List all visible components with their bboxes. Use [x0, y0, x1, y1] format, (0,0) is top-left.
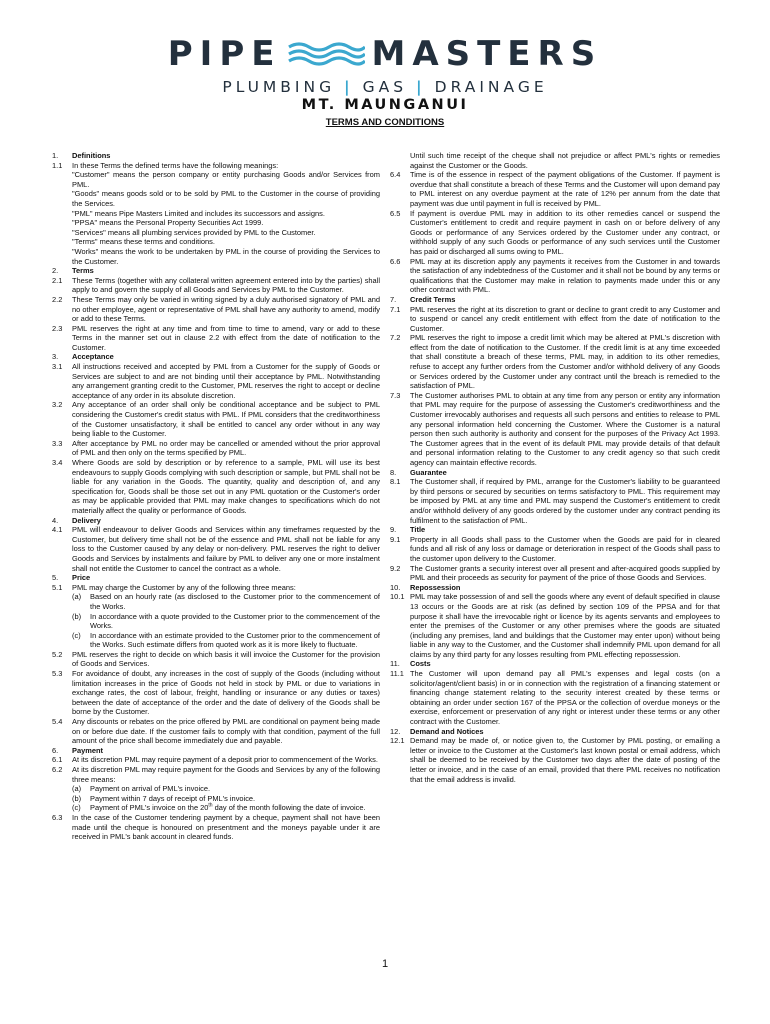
clause-text: PML reserves the right at its discretion to grant or decline to grant credit to any Customer and to suspend or cancel any credit entitlement with effect from the date of notification to the Customer.: [410, 304, 720, 333]
sub-clause-letter: (b): [72, 793, 82, 803]
clause-text: PML may take possession of and sell the goods where any event of default specified in clause 13 occurs or the Goods are at risk (as defined by section 109 of the PPSA and for that purpose it shall have the irrevocable right or licence by its agents servants and employees to enter the premises of the Customer or any other premises where the goods are situated (including any premises, land and buildings that the Customer may enter upon) without being liable in any way to the Customer, and the Customer shall indemnify PML upon demand for all claims by any third party for any losses resulting from PML effecting repossession.: [410, 592, 720, 659]
clause: [390, 564, 720, 583]
clause: [390, 592, 720, 659]
sub-clause: [52, 803, 380, 813]
section-heading: [52, 352, 380, 362]
clause-text: In the case of the Customer tendering payment by a cheque, payment shall not have been made until the cheque is honoured on presentment and the moneys payable under it are received in PML's bank account in cleared funds.: [72, 812, 380, 842]
sub-clause-text-end: day of the month following the date of invoice.: [212, 803, 366, 813]
sub-clause: [52, 784, 380, 794]
clause: [390, 257, 720, 295]
clause-text: The Customer authorises PML to obtain at any time from any person or entity any information that PML may require for the purpose of assessing the Customer's creditworthiness and the Customer irrevocably authorises and requests all such persons and entities to release to PML any personal information held concerning the Customer. Where the Customer is a natural person then such authority is authority and consent for the purposes of the Privacy Act 1993. The Customer agrees that in the event of its default PML may provide details of that default and personal information relating to the Customer to any credit agency so that such credit agency can maintain effective records.: [410, 390, 720, 467]
clause-number: 2.2: [52, 294, 63, 304]
sub-clause-letter: (a): [72, 784, 82, 794]
clause-text: Demand may be made of, or notice given to, the Customer by PML posting, or emailing a letter or invoice to the Customer at the Customer's last known postal or email address, which shall be deemed to be received by the Customer two days after the date of posting of the letter or invoice, and in the case of an email, provided that there PML receives no notification that the email address is invalid.: [410, 736, 720, 784]
sub-clause-text: Payment within 7 days of receipt of PML's invoice.: [90, 793, 256, 803]
clause-number: 9.1: [390, 534, 401, 544]
clause-text: PML reserves the right to decide on which basis it will invoice the Customer for the provision of Goods and Services.: [72, 649, 380, 669]
section-title: Title: [410, 525, 426, 535]
clause-text: At its discretion PML may require payment for the Goods and Services by any of the following three means:: [72, 765, 380, 784]
section-heading: [52, 151, 380, 161]
sub-clause: [52, 612, 380, 631]
clause-number: 5.3: [52, 669, 63, 679]
clause-number: 11.1: [390, 669, 404, 679]
clause-number: 6.1: [52, 755, 63, 765]
clause-text: The Customer shall, if required by PML, arrange for the Customer's liability to be guaranteed by third persons or secured by securities on terms satisfactory to PML. This requirement may be imposed by PML at any time and PML may suspend the Customer's entitlement to credit and/or withhold delivery of any goods ordered by the customer under any contract pending its fulfilment to the satisfaction of PML.: [410, 477, 720, 525]
clause-text: For avoidance of doubt, any increases in the cost of supply of the Goods (including without limitation increases in the price of Goods not held in stock by PML or due to variations in exchange rates, the cost of labour, freight, handling or insurance or any duties or taxes) between the date of acceptance of the order and the date of delivery of the Goods shall be borne by the Customer.: [72, 669, 380, 717]
definition: "Works" means the work to be undertaken by PML in the course of providing the Services to the Customer.: [72, 246, 380, 266]
clause-number: 6.4: [390, 170, 401, 180]
clause-text: These Terms (together with any collateral written agreement entered into by the parties) shall apply to and govern the supply of all Goods and Services by PML to the Customer.: [72, 275, 380, 295]
section-number: 9.: [390, 525, 397, 535]
clause-text: Where Goods are sold by description or by reference to a sample, PML will use its best endeavours to supply Goods complying with such description or sample, but PML shall not be liable for any variation in the Goods. The quantity, quality and description of, and any specification for, Goods shall be those set out in any PML quotation or the Customer's order as may be applicable provided that PML may make changes to specifications which do not materially affect the quality or performance of Goods.: [72, 458, 380, 515]
tagline-separator: |: [344, 78, 354, 96]
clause: [390, 669, 720, 727]
definition: "Terms" means these terms and conditions.: [72, 237, 215, 247]
region-heading: MT. MAUNGANUI: [301, 97, 469, 113]
clause: [390, 477, 720, 525]
definition: "PPSA" means the Personal Property Securities Act 1999.: [72, 218, 264, 228]
clause-text: The Customer will upon demand pay all PML's expenses and legal costs (on a solicitor/agent/client basis) in or in connection with the registration of a financing statement or financing change statement relating to the security interest created by these terms or obtaining an order under section 167 of the PPSA or the collection of overdue moneys or the exercise, enforcement or preservation of any right or interest under these terms or any other contract with the Customer.: [410, 669, 720, 727]
clause: [52, 755, 380, 765]
sub-clause-text: Payment on arrival of PML's invoice.: [90, 784, 211, 794]
clause-text: PML reserves the right at any time and from time to time to amend, vary or add to these Terms in the manner set out in clause 2.2 with effect from the date of notification to the Customer.: [72, 323, 380, 352]
section-heading: [390, 583, 720, 593]
clause-number: 3.1: [52, 362, 63, 372]
section-number: 3.: [52, 352, 59, 362]
section-number: 12.: [390, 726, 401, 736]
sub-clause-text-start: Payment of PML's invoice on the 20: [90, 803, 209, 813]
sub-clause: [52, 794, 380, 804]
sub-clause-text: In accordance with a quote provided to the Customer prior to the commencement of the Works.: [90, 611, 380, 631]
clause: [390, 391, 720, 468]
clause-number: 7.2: [390, 333, 401, 343]
definition: "Services" means all plumbing services provided by PML to the Customer.: [72, 227, 316, 237]
clause-number: 3.3: [52, 438, 63, 448]
clause-continuation: Until such time receipt of the cheque shall not prejudice or affect PML's rights or remedies against the Customer or the Goods.: [410, 151, 720, 170]
clause: [52, 324, 380, 353]
sub-clause-letter: (c): [72, 803, 81, 813]
clause: [52, 362, 380, 400]
definition: "Goods" means goods sold or to be sold by PML to the Customer in the course of providing the Services.: [72, 189, 380, 208]
section-number: 11.: [390, 659, 400, 669]
clause-number: 6.2: [52, 765, 63, 774]
clause: [52, 669, 380, 717]
clause-number: 3.2: [52, 400, 63, 410]
clause: [52, 295, 380, 324]
clause: [52, 813, 380, 842]
clause-number: 7.1: [390, 304, 401, 314]
clause-text: If payment is overdue PML may in addition to its other remedies cancel or suspend the Customer's entitlement to credit and require payment in cash on or before delivery of any Goods or performance of any Services ordered by the Customer under any contract, or withhold supply of any such Goods or performance of any such services until the Customer has paid or discharged all sums owing to PML.: [410, 208, 720, 256]
clause: [52, 458, 380, 516]
clause: [390, 170, 720, 208]
clause: [52, 583, 380, 593]
clause: [390, 535, 720, 564]
document-title: TERMS AND CONDITIONS: [325, 117, 445, 128]
tagline-separator: |: [416, 78, 426, 96]
clause: [52, 400, 380, 438]
section-heading: [390, 525, 720, 535]
section-title: Acceptance: [72, 352, 114, 362]
sub-clause-text: [90, 803, 380, 813]
clause: [390, 333, 720, 391]
clause-number: 7.3: [390, 390, 401, 400]
clause-number: 6.5: [390, 208, 401, 218]
clause-text: These Terms may only be varied in writing signed by a duly authorised signatory of PML and no other employee, agent or representative of PML shall have any authority to amend, modify or add to these Terms.: [72, 294, 380, 324]
clause-text: PML may charge the Customer by any of the following three means:: [72, 582, 296, 592]
sub-clause: [52, 631, 380, 650]
page-number: 1: [381, 958, 389, 970]
clause-number: 6.6: [390, 256, 401, 266]
clause-number: 4.1: [52, 525, 63, 535]
clause: [52, 525, 380, 573]
clause-text: Any acceptance of an order shall only be conditional acceptance and be subject to PML considering the Customer's credit status with PML. If PML considers that the creditworthiness of the Customer unsatisfactory, it shall be entitled to cancel any order without in any way being liable to the Customer.: [72, 400, 380, 439]
clause-number: 5.2: [52, 649, 63, 659]
clause: [390, 209, 720, 257]
clause: [52, 765, 380, 784]
clause: [390, 736, 720, 784]
clause-text: After acceptance by PML no order may be cancelled or amended without the prior approval of PML and then only on the terms specified by PML.: [72, 438, 380, 458]
left-column: [52, 151, 380, 842]
section-heading: [52, 746, 380, 756]
clause-text: PML may at its discretion apply any payments it receives from the Customer in and towards the satisfaction of any indebtedness of the Customer and it shall not be bound by any terms or qualifications that the Customer may make in relation to payments made under this or any other contract with PML.: [410, 256, 720, 295]
logo-word-pipe: PIPE: [167, 34, 282, 74]
section-number: 8.: [390, 467, 397, 477]
sub-clause-letter: (c): [72, 630, 81, 640]
clause-number: 9.2: [390, 563, 401, 573]
clause-text: At its discretion PML may require payment of a deposit prior to commencement of the Works.: [72, 755, 378, 765]
section-heading: [390, 659, 720, 669]
clause: [390, 305, 720, 334]
tagline-plumbing: PLUMBING: [222, 78, 336, 96]
section-number: 7.: [390, 294, 397, 304]
clause-text: All instructions received and accepted by PML from a Customer for the supply of Goods or Services are subject to and are not binding until their acceptance by PML. Notwithstanding any arrangement granting credit to the Customer, PML reserves the right to accept or decline acceptance of any order in its absolute discretion.: [72, 362, 380, 400]
clause-number: 2.1: [52, 275, 63, 285]
tagline-gas: GAS: [362, 78, 408, 96]
ordinal-suffix: th: [208, 802, 213, 809]
clause-number: 1.1: [52, 160, 63, 170]
clause-number: 3.4: [52, 458, 63, 467]
clause-text: In these Terms the defined terms have the following meanings:: [72, 160, 279, 170]
section-number: 5.: [52, 573, 59, 583]
definition: "PML" means Pipe Masters Limited and includes its successors and assigns.: [72, 208, 325, 218]
section-number: 2.: [52, 266, 59, 276]
clause-text: Any discounts or rebates on the price offered by PML are conditional on payment being made on or before due date. If the customer fails to comply with that condition, payment of the full amount of the price shall become immediately due and payable.: [72, 717, 380, 746]
section-heading: [52, 573, 380, 583]
sub-clause: [52, 592, 380, 611]
clause-number: 10.1: [390, 592, 405, 602]
sub-clause-letter: (b): [72, 611, 82, 621]
sub-clause-text: In accordance with an estimate provided to the Customer prior to the commencement of the Works. Such estimate differs from quoted work as it is more likely to fluctuate.: [90, 630, 380, 650]
tagline-drainage: DRAINAGE: [434, 78, 548, 96]
clause-number: 8.1: [390, 477, 401, 487]
logo-tagline: [0, 78, 770, 96]
section-title: Credit Terms: [410, 294, 456, 304]
section-number: 4.: [52, 515, 59, 525]
clause: [52, 650, 380, 669]
sub-clause-text: Based on an hourly rate (as disclosed to the Customer prior to the commencement of the Works.: [90, 592, 380, 611]
section-heading: [390, 468, 720, 478]
section-heading: [390, 295, 720, 305]
section-heading: [52, 266, 380, 276]
section-number: 10.: [390, 582, 401, 592]
clause-number: 6.3: [52, 812, 63, 822]
clause: [52, 717, 380, 746]
section-title: Payment: [72, 745, 104, 755]
clause-number: 5.4: [52, 717, 63, 727]
section-number: 1.: [52, 151, 59, 160]
clause-text: PML reserves the right to impose a credit limit which may be altered at PML's discretion with effect from the date of notification to the Customer. If the credit limit is at any time exceeded that shall constitute a breach of these terms, PML may, in addition to its other remedies, refuse to accept any further orders from the Customer and/or withhold delivery of any Goods or Services ordered by the Customer under any contract until the breach is remedied to the satisfaction of PML.: [410, 333, 720, 391]
section-number: 6.: [52, 745, 59, 755]
logo-word-masters: MASTERS: [371, 34, 603, 74]
section-title: Costs: [410, 659, 431, 669]
clause-text: The Customer grants a security interest over all present and after-acquired goods supplied by PML and their proceeds as security for payment of the price of those Goods and Services.: [410, 563, 720, 583]
section-title: Terms: [72, 266, 94, 276]
clause-text: Time is of the essence in respect of the payment obligations of the Customer. If payment is overdue that shall constitute a breach of these Terms and the Customer will upon demand pay to PML interest on any overdue payment at the rate of 12% per annum from the date that payment was due until payment in full is received by PML.: [410, 170, 720, 208]
section-title: Definitions: [72, 151, 111, 160]
clause: [52, 439, 380, 458]
section-title: Repossession: [410, 582, 461, 592]
clause-text: Property in all Goods shall pass to the Customer when the Goods are paid for in cleared funds and all risk of any loss or damage or deterioration in respect of the Goods shall pass to the customer upon delivery to the Customer.: [410, 534, 720, 563]
section-heading: [52, 516, 380, 526]
clause: [52, 161, 380, 171]
wave-icon: [287, 40, 365, 68]
clause: [52, 276, 380, 295]
sub-clause-letter: (a): [72, 592, 82, 602]
clause-text: PML will endeavour to deliver Goods and Services within any timeframes requested by the Customer, but delivery time shall not be of the essence and PML shall not be liable for any loss to the Customer caused by any delay or non-delivery. PML reserves the right to deliver Goods and Services by instalments and failure by PML to deliver any one or more instalment shall not entitle the Customer to cancel the contract as a whole.: [72, 525, 380, 573]
clause-number: 5.1: [52, 582, 63, 592]
clause-number: 12.1: [390, 736, 405, 746]
section-heading: [390, 727, 720, 737]
clause-number: 2.3: [52, 323, 63, 333]
section-title: Delivery: [72, 515, 101, 525]
section-title: Demand and Notices: [410, 726, 484, 736]
section-title: Guarantee: [410, 467, 447, 477]
right-column: [390, 151, 720, 784]
section-title: Price: [72, 573, 91, 583]
company-logo: [0, 36, 770, 96]
definition: "Customer" means the person company or entity purchasing Goods and/or Services from PML.: [72, 170, 380, 189]
